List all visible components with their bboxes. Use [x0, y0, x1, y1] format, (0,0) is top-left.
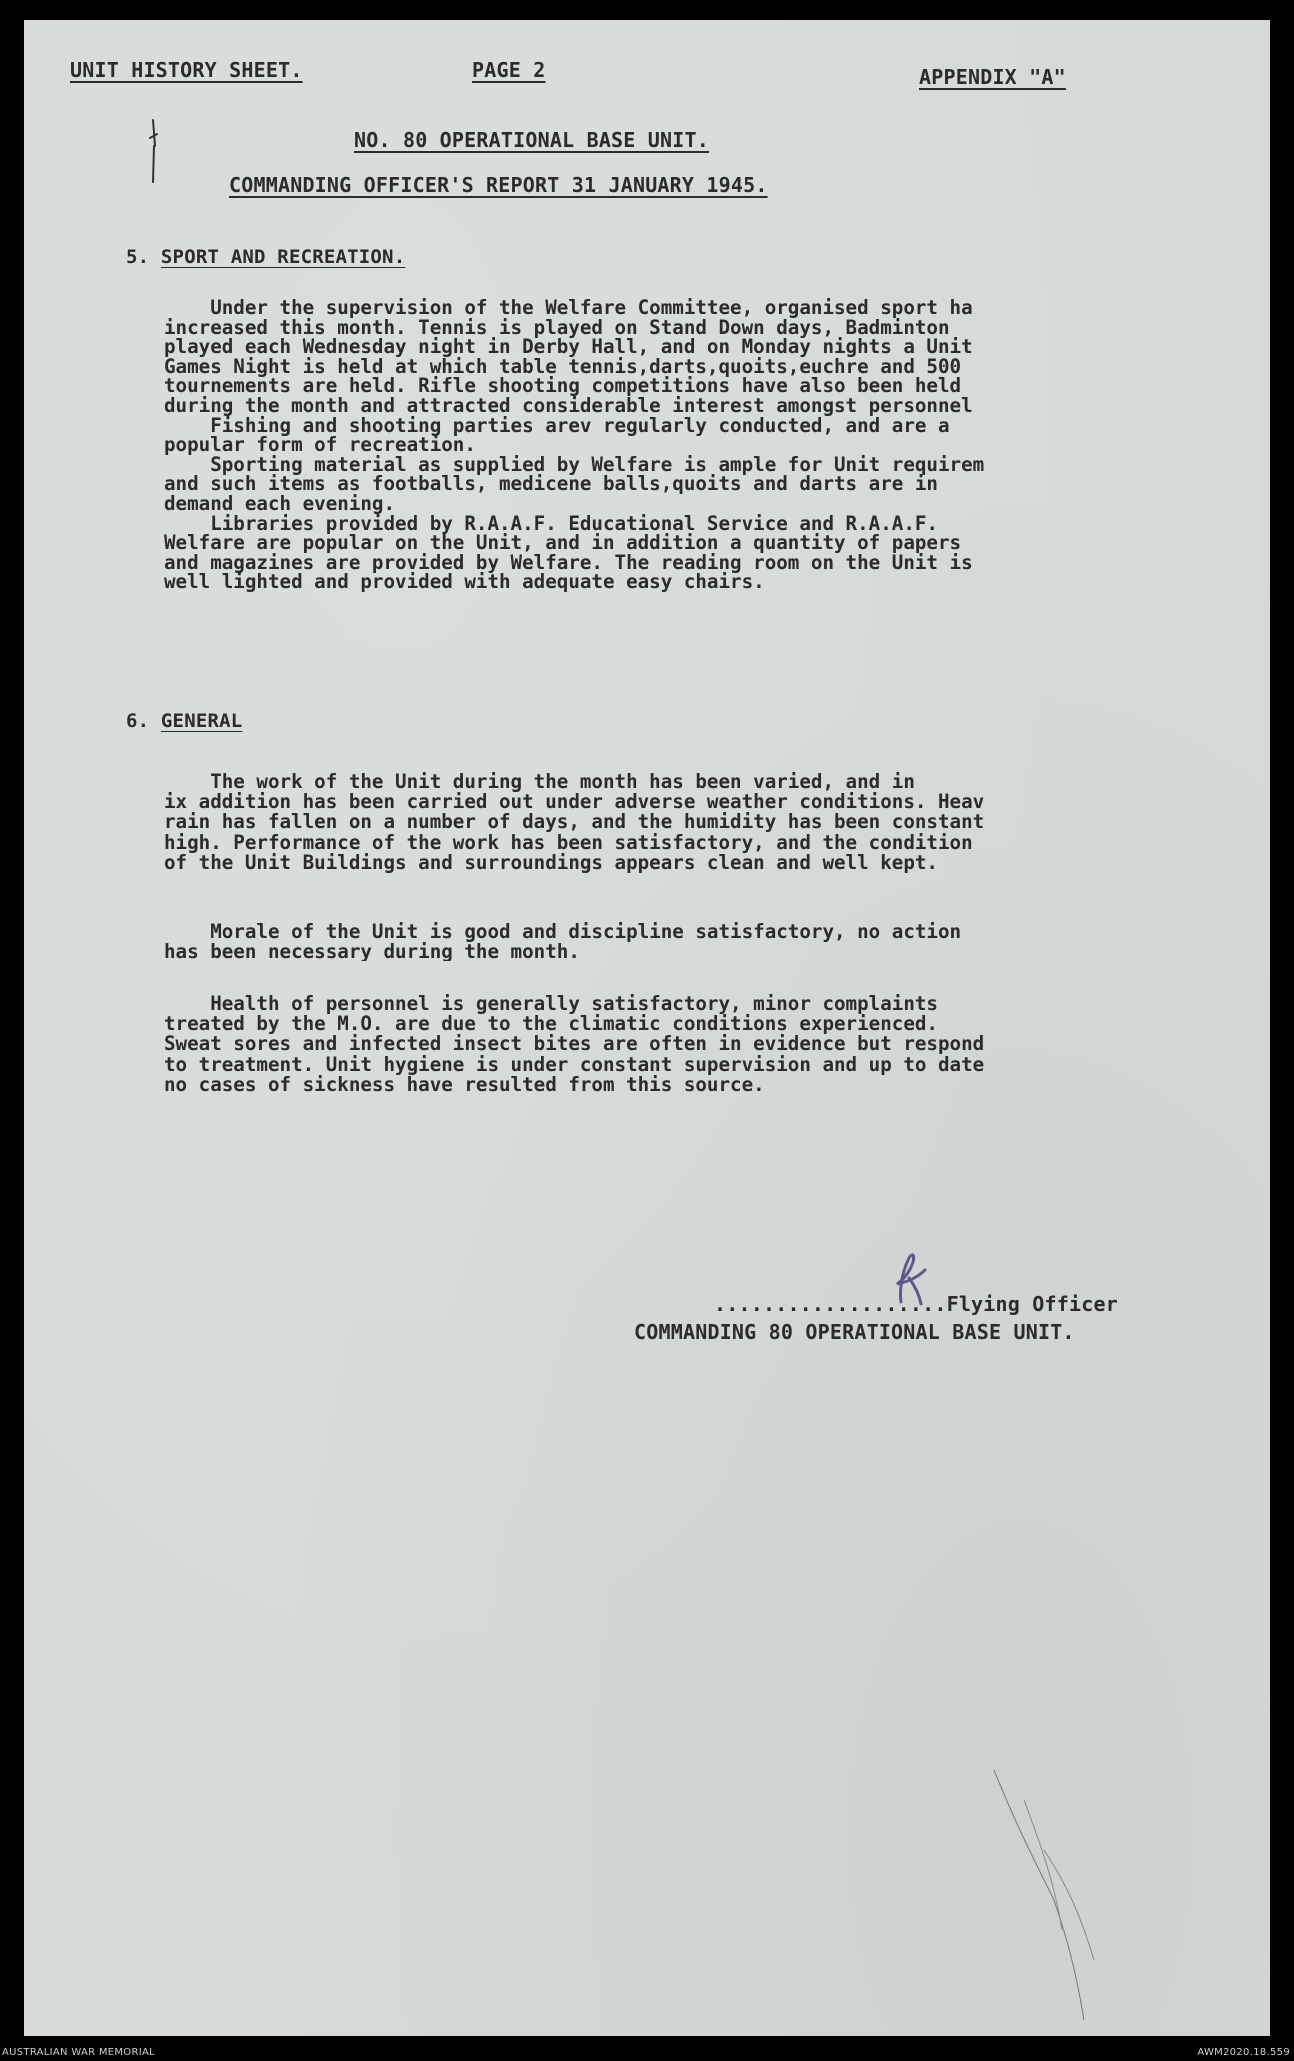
report-unit-title: NO. 80 OPERATIONAL BASE UNIT. [354, 128, 709, 152]
section-number: 6. [126, 710, 150, 732]
pencil-marks [984, 1760, 1104, 2030]
section-title: GENERAL [160, 710, 243, 732]
footer-reference: AWM2020.18.559 [1197, 2047, 1290, 2058]
header-appendix: APPENDIX "A" [919, 65, 1066, 89]
section-5-body: Under the supervision of the Welfare Committee, organised sport ha increased this month. Tennis is played on Stand Down days, Badminton played each Wednesday night in Derby Hall, and on Monday nights a Unit Games Night is held at which table tennis,darts,quoits,euchre and 500 tournements are held. Rifle shooting competitions have also been held during the month and attracted considerable interest amongst personnel Fishing and shooting parties arev regularly conducted, and are a popular form of recreation. Sporting material as supplied by Welfare is ample for Unit requirem and such items as footballs, medicene balls,quoits and darts are in demand each evening. Libraries provided by R.A.A.F. Educational Service and R.A.A.F. Welfare are popular on the Unit, and in addition a quantity of papers and magazines are provided by Welfare. The reading room on the Unit is well lighted and provided with adequate easy chairs. [164, 298, 985, 592]
section-6-paragraph-work: The work of the Unit during the month has been varied, and in ix addition has been carried out under adverse weather conditions. Heav rain has fallen on a number of days, and the humidity has been constant high. Performance of the work has been satisfactory, and the condition of the Unit Buildings and surroundings appears clean and well kept. [164, 772, 985, 874]
section-5-heading [126, 246, 405, 268]
signature-line: ...................Flying Officer [714, 1292, 1118, 1316]
section-6-paragraph-health: Health of personnel is generally satisfactory, minor complaints treated by the M.O. are due to the climatic conditions experienced. Sweat sores and infected insect bites are often in evidence but respond to treatment. Unit hygiene is under constant supervision and up to date no cases of sickness have resulted from this source. [164, 994, 985, 1096]
section-title: SPORT AND RECREATION. [160, 246, 406, 268]
document-page [24, 20, 1270, 2036]
signature-title: COMMANDING 80 OPERATIONAL BASE UNIT. [634, 1320, 1075, 1344]
section-6-paragraph-morale: Morale of the Unit is good and discipline satisfactory, no action has been necessary during the month. [164, 922, 962, 962]
section-6-heading [126, 710, 242, 732]
header-unit-history-sheet: UNIT HISTORY SHEET. [70, 58, 303, 82]
report-date-title: COMMANDING OFFICER'S REPORT 31 JANUARY 1945. [229, 173, 768, 197]
footer-institution: AUSTRALIAN WAR MEMORIAL [2, 2047, 155, 2058]
section-number: 5. [126, 246, 150, 268]
header-page-number: PAGE 2 [472, 58, 546, 82]
margin-pen-mark [144, 116, 164, 186]
